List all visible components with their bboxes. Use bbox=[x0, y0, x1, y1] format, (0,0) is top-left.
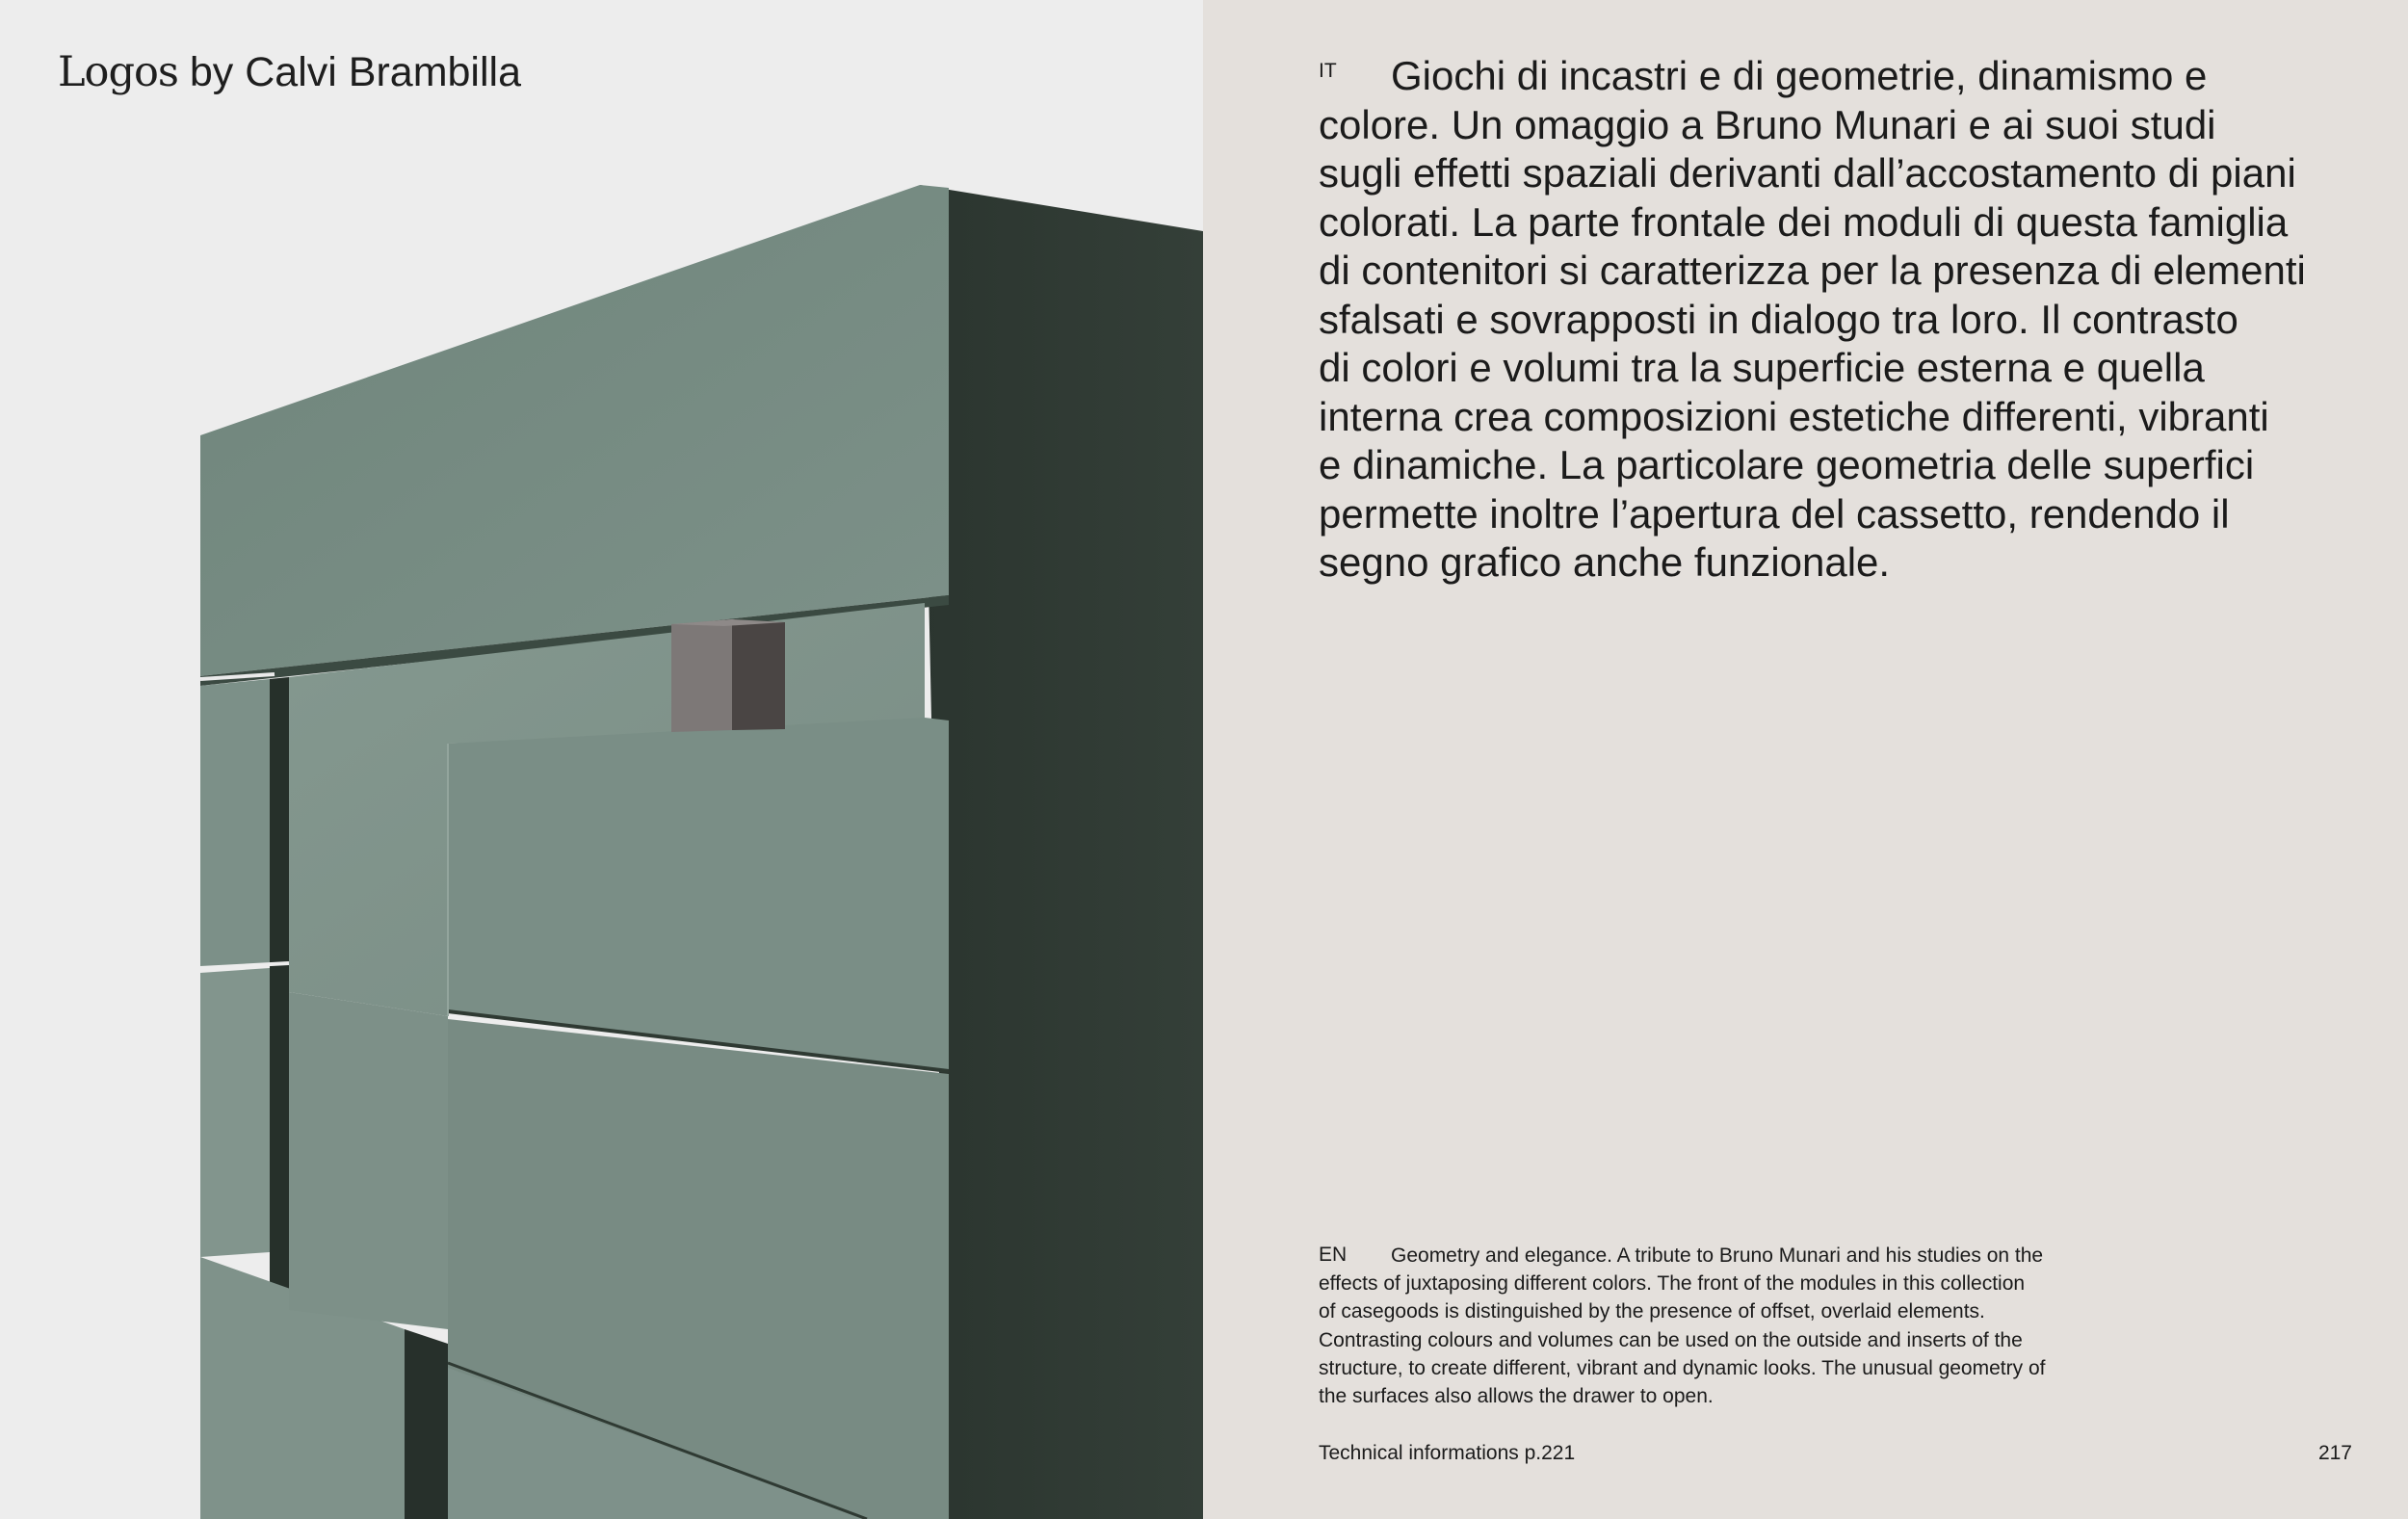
language-tag-it: IT bbox=[1319, 60, 1337, 82]
title-logos: Logos bbox=[58, 48, 178, 96]
it-line: Giochi di incastri e di geometrie, dinamismo e bbox=[1391, 53, 2208, 98]
en-line: the surfaces also allows the drawer to open. bbox=[1319, 1384, 1714, 1407]
left-page bbox=[0, 0, 1203, 1519]
english-description bbox=[1319, 1242, 2128, 1410]
it-line: e dinamiche. La particolare geometria delle superfici bbox=[1319, 442, 2255, 487]
language-tag-en: EN bbox=[1319, 1244, 1348, 1266]
cabinet-photo bbox=[0, 0, 1203, 1519]
en-line: Contrasting colours and volumes can be used on the outside and inserts of the bbox=[1319, 1328, 2023, 1351]
it-line: sugli effetti spaziali derivanti dall’accostamento di piani bbox=[1319, 150, 2296, 196]
it-line: segno grafico anche funzionale. bbox=[1319, 539, 1891, 585]
it-line: interna crea composizioni estetiche differenti, vibranti bbox=[1319, 393, 2269, 439]
it-line: colore. Un omaggio a Bruno Munari e ai suoi studi bbox=[1319, 101, 2216, 147]
page-number: 217 bbox=[2317, 1442, 2352, 1464]
en-line: effects of juxtaposing different colors. The front of the modules in this collection bbox=[1319, 1272, 2026, 1296]
title-designer: by Calvi Brambilla bbox=[189, 49, 521, 95]
it-line: di contenitori si caratterizza per la presenza di elementi bbox=[1319, 248, 2306, 293]
it-line: colorati. La parte frontale dei moduli di questa famiglia bbox=[1319, 198, 2289, 245]
en-line: structure, to create different, vibrant and dynamic looks. The unusual geometry of bbox=[1319, 1356, 2046, 1379]
en-line: of casegoods is distinguished by the presence of offset, overlaid elements. bbox=[1319, 1300, 1985, 1323]
italian-description bbox=[1319, 52, 2359, 588]
it-line: di colori e volumi tra la superficie esterna e quella bbox=[1319, 345, 2205, 390]
en-line: Geometry and elegance. A tribute to Bruno Munari and his studies on the bbox=[1391, 1244, 2044, 1267]
it-line: permette inoltre l’apertura del cassetto, rendendo il bbox=[1319, 490, 2230, 537]
technical-info-link[interactable]: Technical informations p.221 bbox=[1319, 1442, 1576, 1464]
it-line: sfalsati e sovrapposti in dialogo tra loro. Il contrasto bbox=[1319, 296, 2238, 342]
collection-title bbox=[58, 48, 521, 96]
